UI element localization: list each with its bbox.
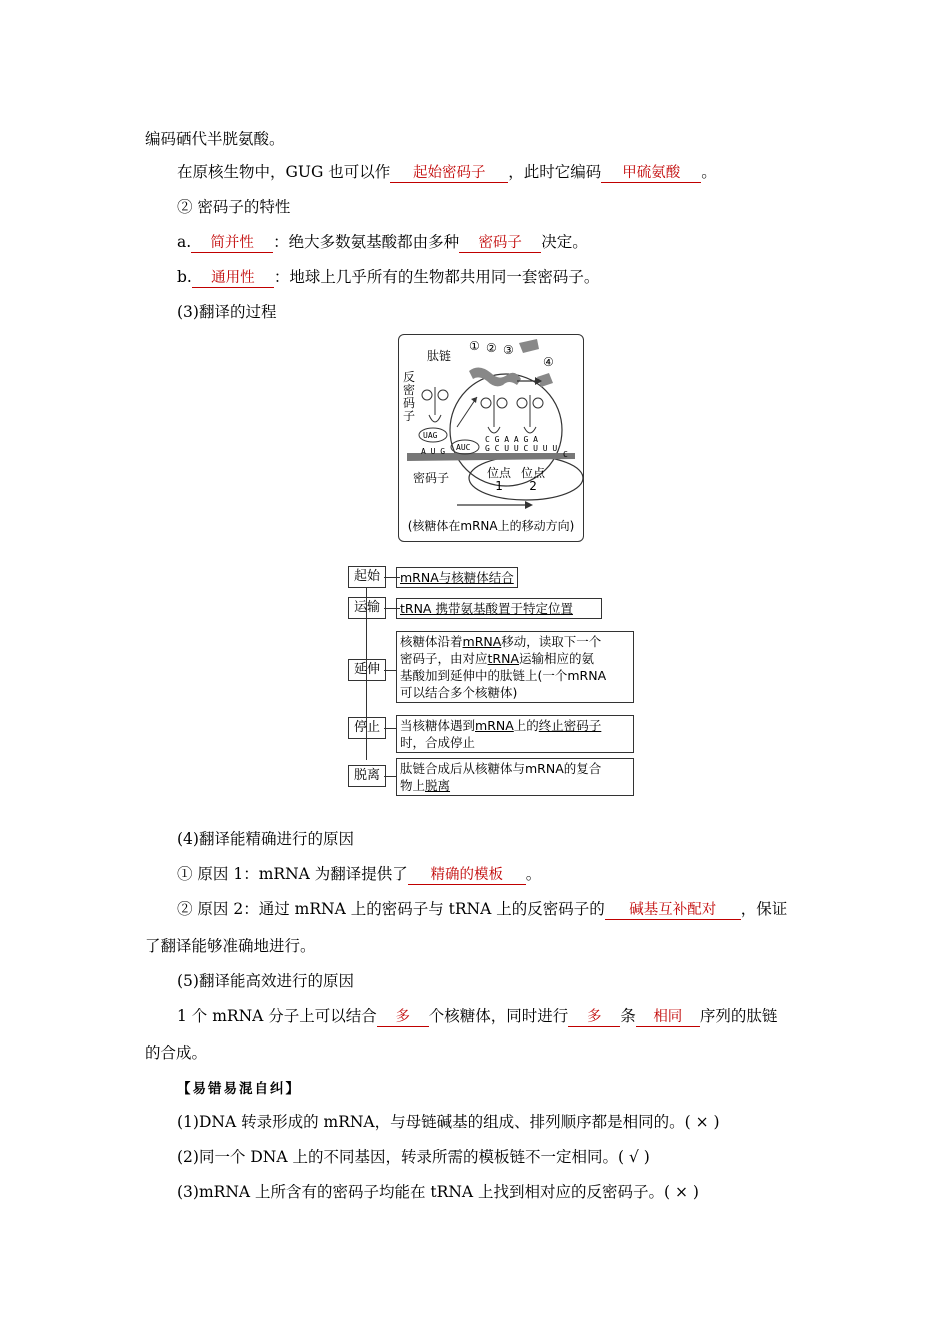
section-heading: (5)翻译能高效进行的原因 <box>177 972 354 990</box>
text: 决定。 <box>541 233 588 251</box>
text-line: 时，合成停止 <box>400 735 476 750</box>
section-heading: (4)翻译能精确进行的原因 <box>177 830 354 848</box>
trna-left <box>422 387 448 422</box>
text-line: 编码硒代半胱氨酸。 <box>145 130 285 148</box>
site-1-label: 位点 1 <box>487 466 512 493</box>
stage-initiation: 起始 <box>348 566 386 588</box>
text: 1 个 mRNA 分子上可以结合 <box>177 1007 377 1025</box>
answer-blank: 多 <box>377 1008 429 1027</box>
text-line: 了翻译能够准确地进行。 <box>145 937 316 955</box>
step-1: ① <box>469 339 480 353</box>
step-4: ④ <box>543 355 554 369</box>
text-line: 核糖体沿着mRNA移动，读取下一个 <box>400 634 602 649</box>
text-line: 肽链合成后从核糖体与mRNA的复合 <box>400 761 602 776</box>
text: ：地球上几乎所有的生物都共用同一套密码子。 <box>273 268 600 286</box>
answer-blank: 通用性 <box>192 269 274 288</box>
section-heading: (3)翻译的过程 <box>177 303 277 321</box>
release-box <box>396 758 634 796</box>
stage-termination: 停止 <box>348 717 386 739</box>
elongation-box <box>396 631 634 703</box>
text: 序列的肽链 <box>699 1007 778 1025</box>
text: 个核糖体，同时进行 <box>428 1007 569 1025</box>
text-line: 的合成。 <box>145 1044 208 1062</box>
mrna-end: C <box>563 450 568 459</box>
text: 。 <box>701 163 717 181</box>
peptide-chain <box>469 367 521 386</box>
text-line: 可以结合多个核糖体) <box>400 685 518 700</box>
answer-blank: 相同 <box>636 1008 700 1027</box>
answer-blank: 起始密码子 <box>390 164 508 183</box>
true-false-item: (3)mRNA 上所含有的密码子均能在 tRNA 上找到相对应的反密码子。( × ) <box>177 1183 699 1201</box>
mrna-bases: G C U U C U U U <box>485 444 558 453</box>
auc-label: AUC <box>456 443 471 452</box>
stage-release: 脱离 <box>348 765 386 787</box>
stage-transport: 运输 <box>348 597 386 619</box>
text: a. <box>177 233 192 251</box>
text: mRNA与核糖体结合 <box>400 570 514 585</box>
text: ，保证 <box>740 900 788 918</box>
text-line: 当核糖体遇到mRNA上的终止密码子 <box>400 718 602 733</box>
text: 在原核生物中，GUG 也可以作 <box>177 163 391 181</box>
initiation-box <box>396 567 518 588</box>
text: ① 原因 1：mRNA 为翻译提供了 <box>177 865 408 883</box>
true-false-item: (1)DNA 转录形成的 mRNA，与母链碱基的组成、排列顺序都是相同的。( × ) <box>177 1113 720 1131</box>
answer-blank: 简并性 <box>191 234 273 253</box>
text: ② 原因 2：通过 mRNA 上的密码子与 tRNA 上的反密码子的 <box>177 900 605 918</box>
answer-blank: 甲硫氨酸 <box>601 164 701 183</box>
aug-label: A U G <box>421 447 446 456</box>
trna-site1 <box>481 395 507 433</box>
answer-blank: 精确的模板 <box>408 866 526 885</box>
stage-elongation: 延伸 <box>348 659 386 681</box>
error-correction-title: 【易错易混自纠】 <box>177 1081 301 1097</box>
text-line <box>177 161 717 183</box>
text: ：绝大多数氨基酸都由多种 <box>273 233 460 251</box>
translation-figure <box>398 334 584 542</box>
uag-label: UAG <box>423 431 438 440</box>
text-line: 物上脱离 <box>400 778 451 793</box>
answer-blank: 多 <box>568 1008 620 1027</box>
exit-arrow <box>457 397 477 427</box>
peptide-label: 肽链 <box>427 349 452 363</box>
free-amino-acid <box>519 339 539 353</box>
answer-blank: 碱基互补配对 <box>605 901 741 920</box>
text-line <box>177 898 787 920</box>
codon-label: 密码子 <box>413 471 450 485</box>
anticodon-label: 反密码子 <box>403 370 416 423</box>
text: tRNA 携带氨基酸置于特定位置 <box>400 601 573 616</box>
step-2: ② <box>486 341 497 355</box>
text: 。 <box>525 865 542 883</box>
trna-bases: C G A A G A <box>485 435 538 444</box>
termination-box <box>396 715 634 753</box>
true-false-item: (2)同一个 DNA 上的不同基因，转录所需的模板链不一定相同。( √ ) <box>177 1148 650 1166</box>
text-line <box>177 231 588 253</box>
site-2-label: 位点 2 <box>521 466 546 493</box>
text-line: ② 密码子的特性 <box>177 198 291 216</box>
text-line <box>177 1005 777 1027</box>
text: 条 <box>620 1007 636 1025</box>
text: b. <box>177 268 192 286</box>
step-3: ③ <box>503 343 514 357</box>
text-line <box>177 266 599 288</box>
figure-caption: (核糖体在mRNA上的移动方向) <box>407 519 575 533</box>
text-line: 密码子，由对应tRNA运输相应的氨 <box>400 651 595 666</box>
answer-blank: 密码子 <box>459 234 541 253</box>
transport-box <box>396 598 602 619</box>
text-line <box>177 863 541 885</box>
text: ，此时它编码 <box>508 163 602 181</box>
text-line: 基酸加到延伸中的肽链上(一个mRNA <box>400 668 607 683</box>
trna-site2 <box>517 395 543 433</box>
